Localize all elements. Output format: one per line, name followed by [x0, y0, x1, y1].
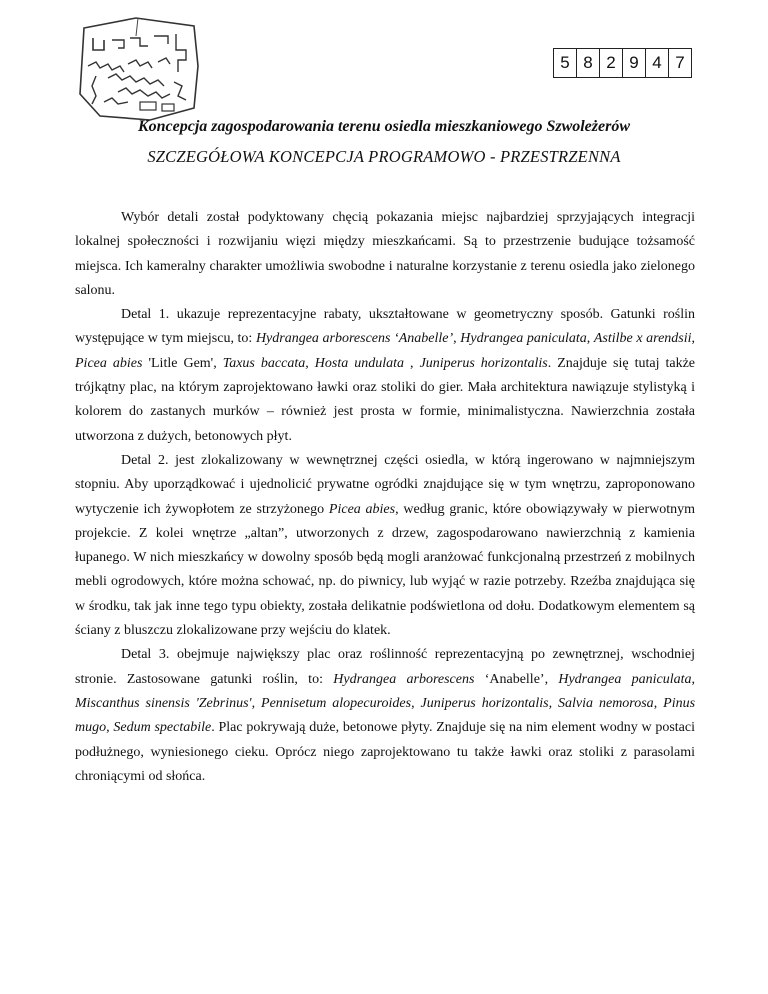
- code-digit: 4: [646, 49, 669, 77]
- code-digit: 7: [669, 49, 692, 77]
- species-name: Hydrangea paniculata: [460, 331, 587, 347]
- text-run: ,: [653, 695, 664, 711]
- species-name: Astilbe x arendsii: [593, 331, 692, 347]
- text-run: . Plac pokrywają duże, betonowe płyty. Znajduje się na nim element wodny w postaci podłużnego, wyniesionego cieku. Oprócz niego zaprojektowano tu także ławki oraz stoliki z parasolami chroniącymi od słońca.: [75, 720, 695, 784]
- species-name: Juniperus horizontalis: [419, 355, 548, 371]
- text-run: ,: [305, 355, 315, 371]
- code-digit: 5: [554, 49, 577, 77]
- text-run: ,: [586, 331, 594, 347]
- text-run: ,: [691, 331, 696, 347]
- estate-site-plan-logo: [78, 16, 200, 122]
- text-run: ,: [691, 671, 696, 687]
- species-name: Picea abies: [75, 355, 143, 371]
- text-run: , według granic, które obowiązywały w pierwotnym projekcie. Z kolei wnętrze „altan”, utworzonych z drzew, zagospodarowano nawierzchnią z kamienia łupanego. W nich mieszkańcy w dowolny sposób będą mogli aranżować funkcjonalną przestrzeń z mobilnych mebli ogrodowych, które można schować, np. do piwnicy, lub wyjąć w razie potrzeby. Rzeźba znajdująca się w środku, tak jak inne tego typu obiekty, została delikatnie podświetlona od dołu. Dodatkowym elementem są ściany z bluszczu zlokalizowane przy wejściu do klatek.: [75, 501, 696, 639]
- document-subtitle: SZCZEGÓŁOWA KONCEPCJA PROGRAMOWO - PRZESTRZENNA: [147, 147, 621, 166]
- text-run: ,: [106, 720, 114, 736]
- species-name: Juniperus horizontalis, Salvia nemorosa: [420, 695, 654, 711]
- text-run: ,: [404, 355, 420, 371]
- species-name: Hosta undulata: [314, 355, 405, 371]
- text-run: Wybór detali został podyktowany chęcią pokazania miejsc najbardziej sprzyjających integracji lokalnej społeczności i rozwijaniu więzi między mieszkańcami. Są to przestrzenie budujące tożsamość miejsca. Ich kameralny charakter umożliwia swobodne i naturalne korzystanie z terenu osiedla jako zielonego salonu.: [75, 210, 695, 298]
- document-title: Koncepcja zagospodarowania terenu osiedla mieszkaniowego Szwoleżerów: [137, 118, 631, 135]
- document-code-box: [553, 48, 692, 78]
- detail-1-paragraph: [75, 303, 695, 449]
- code-digit: 2: [600, 49, 623, 77]
- text-run: Detal 1. ukazuje reprezentacyjne rabaty, ukształtowane w geometryczny sposób. Gatunki roślin występujące w tym miejscu, to:: [75, 307, 695, 347]
- species-name: Pennisetum alopecuroides: [261, 695, 412, 711]
- species-name: Hydrangea arborescens: [333, 671, 475, 687]
- document-body: [75, 206, 695, 789]
- text-run: Detal 2. jest zlokalizowany w wewnętrznej części osiedla, w którą ingerowano w najmniejszym stopniu. Aby uporządkować i ujednolicić prywatne ogródki znajdujące się w tym wnętrzu, zaproponowano wytyczenie ich żywopłotem ze strzyżonego: [75, 452, 695, 517]
- species-name: Picea abies: [328, 501, 396, 517]
- species-name: Miscanthus sinensis 'Zebrinus': [75, 695, 252, 711]
- text-run: Detal 3. obejmuje największy plac oraz roślinność reprezentacyjną po zewnętrznej, wschodniej stronie. Zastosowane gatunki roślin, to:: [75, 647, 695, 687]
- species-name: Taxus baccata: [222, 355, 306, 371]
- detail-2-paragraph: [75, 449, 695, 643]
- intro-paragraph: [75, 206, 695, 303]
- text-run: ,: [453, 331, 461, 347]
- species-name: Hydrangea paniculata: [558, 671, 692, 687]
- species-name: Pinus mugo: [75, 695, 696, 736]
- text-run: ‘Anabelle’,: [474, 671, 559, 687]
- text-run: ,: [411, 695, 421, 711]
- detail-3-paragraph: [75, 643, 695, 789]
- text-run: 'Litle Gem',: [142, 355, 223, 371]
- text-run: ,: [251, 695, 262, 711]
- code-digit: 9: [623, 49, 646, 77]
- code-digit: 8: [577, 49, 600, 77]
- text-run: . Znajduje się tutaj także trójkątny plac, na którym zaprojektowano ławki oraz stoliki do gier. Mała architektura nawiązuje stylistyką i kolorem do zastanych murków – również jest prosta w formie, minimalistyczna. Nawierzchnia została utworzona z dużych, betonowych płyt.: [75, 355, 696, 444]
- species-name: Sedum spectabile: [113, 720, 212, 736]
- species-name: Hydrangea arborescens ‘Anabelle’: [255, 331, 454, 347]
